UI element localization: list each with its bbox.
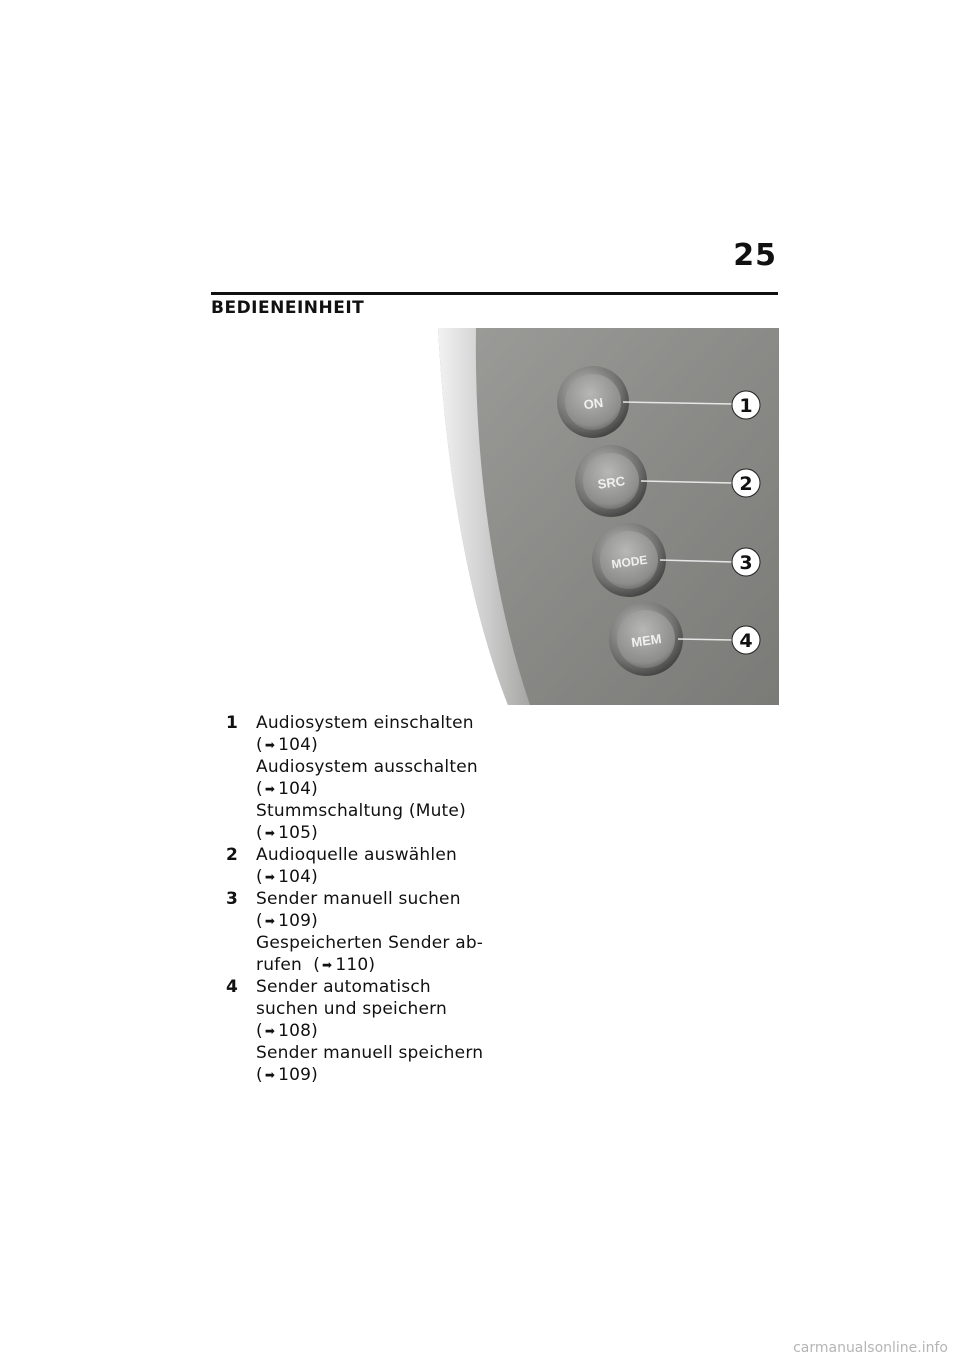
- svg-text:4: 4: [739, 630, 753, 652]
- callout-badge-1: [732, 391, 760, 419]
- svg-text:2: 2: [739, 473, 753, 495]
- legend-entry-text-continued: rufen: [256, 955, 302, 975]
- legend-number: 1: [226, 713, 239, 733]
- legend-number: 2: [226, 845, 239, 865]
- callout-badge-2: [732, 469, 760, 497]
- legend-number: 3: [226, 889, 239, 909]
- arrow-right-icon: ➡: [264, 1024, 276, 1038]
- legend-item-4: [226, 976, 496, 1086]
- page-reference[interactable]: ( ➡ 104): [256, 735, 318, 755]
- on-button-label: ON: [582, 394, 605, 413]
- page-reference[interactable]: ( ➡ 109): [256, 1065, 318, 1085]
- arrow-right-icon: ➡: [322, 958, 333, 972]
- callout-line-4: [678, 639, 733, 640]
- mem-button-label: MEM: [630, 631, 663, 651]
- legend-list: [226, 712, 496, 1086]
- legend-entry-text: Audiosystem einschalten: [256, 713, 474, 733]
- control-unit-figure: [438, 328, 779, 705]
- section-title: BEDIENEINHEIT: [211, 298, 365, 318]
- page-number: 25: [733, 238, 777, 273]
- legend-number: 4: [226, 977, 239, 997]
- callout-badge-4: [732, 626, 760, 654]
- header-rule: [211, 292, 778, 295]
- watermark-footer: carmanualsonline.info: [793, 1340, 948, 1356]
- arrow-right-icon: ➡: [264, 870, 276, 884]
- legend-entry-text: Audioquelle auswählen: [256, 845, 457, 865]
- legend-entry-text: Stummschaltung (Mute): [256, 801, 466, 821]
- page-reference[interactable]: rufen ( ➡ 110): [256, 955, 376, 975]
- src-button-label: SRC: [596, 473, 627, 492]
- arrow-right-icon: ➡: [264, 782, 276, 796]
- legend-item-2: [226, 844, 496, 888]
- page-reference[interactable]: ( ➡ 109): [256, 911, 318, 931]
- legend-entry-text: Sender automatisch: [256, 977, 431, 997]
- page-reference[interactable]: ( ➡ 105): [256, 823, 318, 843]
- legend-entry-text: Sender manuell speichern: [256, 1043, 484, 1063]
- svg-text:3: 3: [739, 552, 753, 574]
- legend-entry-text: Audiosystem ausschalten: [256, 757, 478, 777]
- mode-button-label: MODE: [610, 552, 649, 572]
- svg-text:1: 1: [739, 395, 753, 417]
- page-reference[interactable]: ( ➡ 104): [256, 779, 318, 799]
- legend-entry-text: Sender manuell suchen: [256, 889, 461, 909]
- arrow-right-icon: ➡: [264, 1068, 276, 1082]
- legend-entry-text: Gespeicherten Sender ab-: [256, 933, 484, 953]
- legend-item-3: [226, 888, 496, 976]
- callout-badge-3: [732, 548, 760, 576]
- legend-entry-text-continued: suchen und speichern: [256, 999, 448, 1019]
- arrow-right-icon: ➡: [264, 826, 276, 840]
- page-reference[interactable]: ( ➡ 108): [256, 1021, 318, 1041]
- page-reference[interactable]: ( ➡ 104): [256, 867, 318, 887]
- legend-item-1: [226, 712, 496, 844]
- arrow-right-icon: ➡: [264, 914, 276, 928]
- arrow-right-icon: ➡: [264, 738, 276, 752]
